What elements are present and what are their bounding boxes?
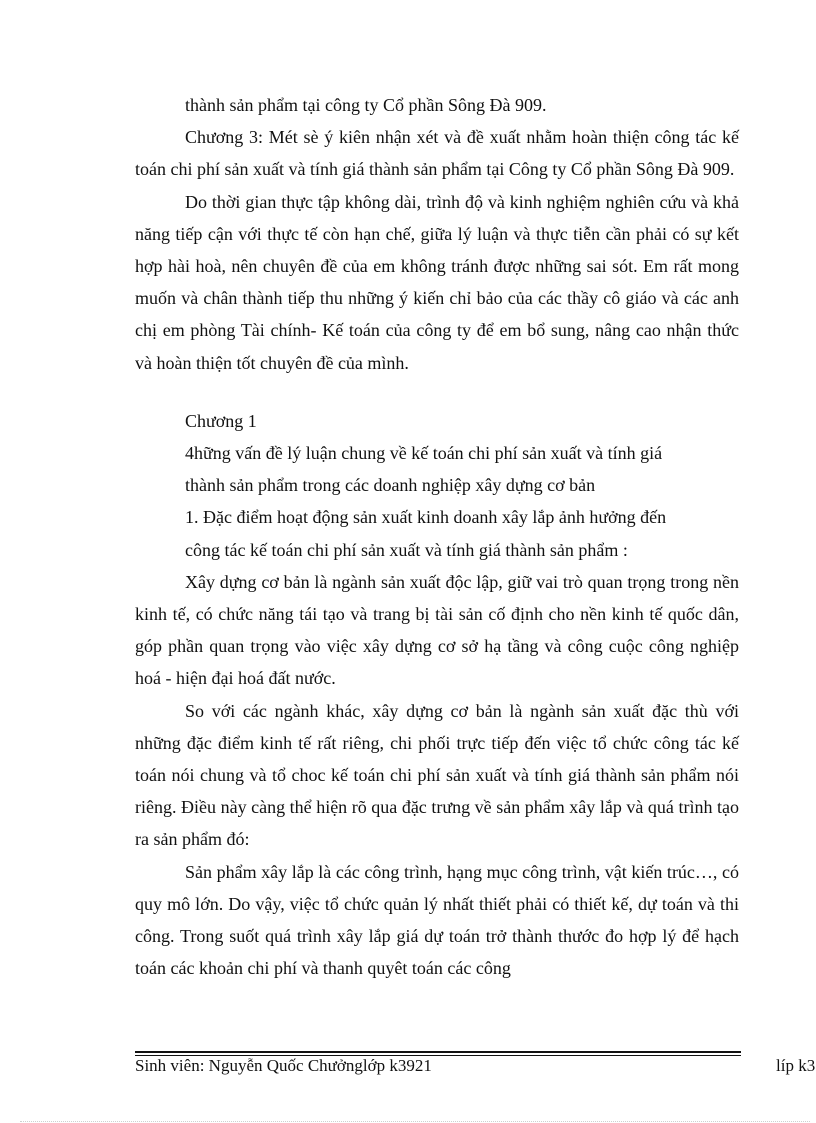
chapter-title-line-2: thành sản phẩm trong các doanh nghiệp xây dựng cơ bản — [185, 475, 596, 496]
paragraph: Chương 3: Mét sè ý kiên nhận xét và đề xuất nhằm hoàn thiện công tác kế toán chi phí sản xuất và tính giá thành sản phẩm tại Công ty Cổ phần Sông Đà 909. — [135, 127, 739, 180]
footer-rule-thick — [135, 1051, 741, 1053]
section-title-line-2: công tác kế toán chi phí sản xuất và tính giá thành sản phẩm : — [185, 539, 628, 560]
chapter-label: Chương 1 — [185, 410, 257, 431]
paragraph: thành sản phẩm tại công ty Cổ phần Sông Đà 909. — [185, 95, 547, 115]
footer-student: Sinh viên: Nguyễn Quốc Chưởnglớp k3921 — [135, 1056, 432, 1075]
paragraph: Sản phẩm xây lắp là các công trình, hạng mục công trình, vật kiến trúc…, có quy mô lớn. Do vậy, việc tổ chức quản lý nhất thiết phải có thiết kế, dự toán và thi công. Trong suốt quá trình xây lắp giá dự toán trở thành thước đo hợp lý để hạch toán các khoản chi phí và thanh quyêt toán các công — [135, 861, 739, 979]
paragraph: Xây dựng cơ bản là ngành sản xuất độc lập, giữ vai trò quan trọng trong nền kinh tế, có chức năng tái tạo và trang bị tài sản cố định cho nền kinh tế quốc dân, góp phần quan trọng vào việc xây dựng cơ sở hạ tầng và công cuộc công nghiệp hoá - hiện đại hoá đất nước. — [135, 571, 739, 689]
chapter-title-line-1: 4hững vấn đề lý luận chung về kế toán chi phí sản xuất và tính giá — [185, 443, 663, 464]
footer-class: líp k3 — [776, 1056, 816, 1075]
section-title-line-1: 1. Đặc điểm hoạt động sản xuất kinh doanh xây lắp ảnh hưởng đến — [185, 507, 667, 528]
paragraph: Do thời gian thực tập không dài, trình độ và kinh nghiệm nghiên cứu và khả năng tiếp cận với thực tế còn hạn chế, giữa lý luận và thực tiễn cần phải có sự kết hợp hài hoà, nên chuyên đề của em không tránh được những sai sót. Em rất mong muốn và chân thành tiếp thu những ý kiến chỉ bảo của các thầy cô giáo và các anh chị em phòng Tài chính- Kế toán của công ty để em bổ sung, nâng cao nhận thức và hoàn thiện tốt chuyên đề của mình. — [135, 191, 739, 373]
body-text — [135, 89, 739, 984]
page-edge-divider — [20, 1121, 810, 1122]
paragraph: So với các ngành khác, xây dựng cơ bản là ngành sản xuất đặc thù với những đặc điểm kinh tế rất riêng, chi phối trực tiếp đến việc tổ chức công tác kế toán nói chung và tổ choc kế toán chi phí sản xuất và tính giá thành sản phẩm nói riêng. Điều này càng thể hiện rõ qua đặc trưng về sản phẩm xây lắp và quá trình tạo ra sản phẩm đó: — [135, 700, 739, 850]
spacer — [135, 379, 739, 405]
